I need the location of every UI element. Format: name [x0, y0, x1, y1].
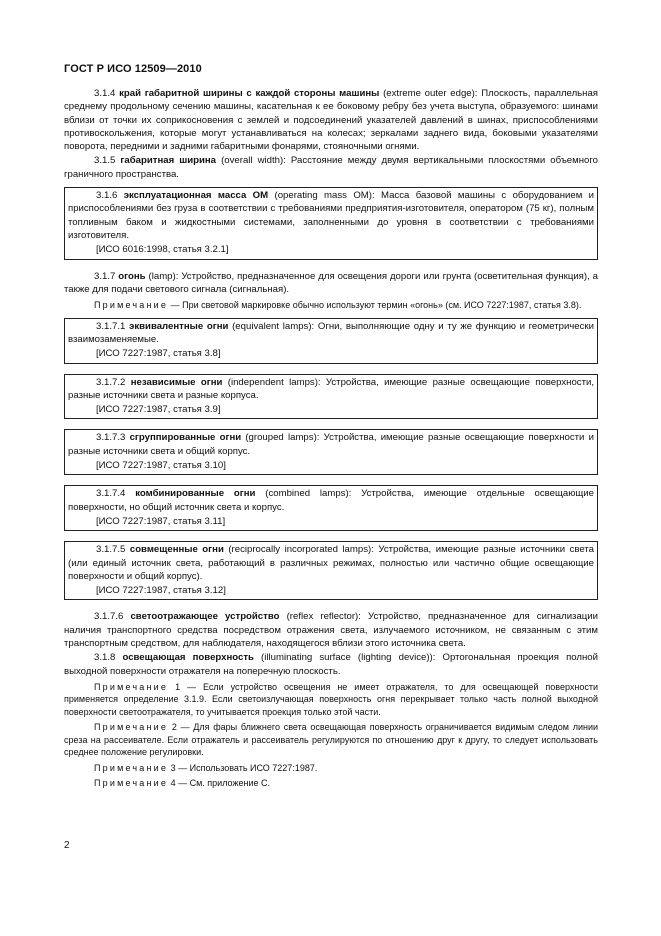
clause-3-1-7	[64, 270, 598, 297]
clause-number: 3.1.7.6	[94, 611, 124, 623]
note-text: — При световой маркировке обычно используют термин «огонь» (см. ИСО 7227:1987, статья 3.8).	[168, 300, 582, 311]
clause-term: светоотражающее устройство	[130, 611, 280, 623]
clause-number: 3.1.7	[94, 270, 116, 282]
note-text: 4 — См. приложение С.	[168, 778, 270, 789]
note-text: 3 — Использовать ИСО 7227:1987.	[168, 762, 318, 773]
clause-term: комбинированные огни	[135, 488, 256, 500]
boxed-clause-3-1-7-2	[64, 374, 598, 420]
note-2	[64, 721, 598, 759]
clause-term: сгруппированные огни	[129, 432, 242, 444]
clause-term: габаритная ширина	[120, 155, 217, 167]
clause-3-1-7-3	[68, 431, 594, 458]
clause-3-1-7-1	[68, 320, 594, 347]
clause-3-1-5	[64, 154, 598, 181]
note-label: Примечание	[94, 778, 169, 789]
clause-reference: [ИСО 7227:1987, статья 3.9]	[96, 404, 221, 416]
clause-text: (equivalent lamps): Огни, выполняющие одну и ту же функцию и геометрически взаимозаменяемые.	[68, 320, 594, 345]
note-1	[64, 681, 598, 719]
clause-text: (combined lamps): Устройства, имеющие отдельные освещающие поверхности, но общий источник света и корпус.	[68, 488, 595, 513]
clause-3-1-7-6	[64, 610, 598, 650]
document-body	[64, 87, 598, 791]
clause-number: 3.1.7.3	[96, 432, 126, 444]
clause-term: эксплуатационная масса ОМ	[123, 190, 269, 202]
clause-term: огонь	[118, 270, 146, 282]
clause-number: 3.1.8	[94, 652, 116, 664]
clause-3-1-6	[68, 189, 594, 242]
boxed-clause-3-1-7-5	[64, 541, 598, 600]
clause-reference: [ИСО 7227:1987, статья 3.11]	[96, 515, 226, 527]
note-label: Примечание	[94, 681, 169, 692]
clause-3-1-7-2	[68, 376, 594, 403]
clause-number: 3.1.7.5	[96, 544, 126, 556]
boxed-clause-3-1-7-4	[64, 485, 598, 531]
clause-reference: [ИСО 7227:1987, статья 3.12]	[96, 585, 226, 597]
clause-term: независимые огни	[130, 376, 223, 388]
page-header: ГОСТ Р ИСО 12509—2010	[64, 63, 202, 75]
clause-term: эквивалентные огни	[129, 320, 229, 332]
note-label: Примечание	[94, 762, 169, 773]
clause-text: (reflex reflector): Устройство, предназначенное для сигнализации наличия транспортного средства посредством отражения света, излучаемого источником, не связанным с этим транспортным средством, для наблюдателя, находящегося вблизи этого источника света.	[64, 611, 598, 649]
clause-text: (reciprocally incorporated lamps): Устройства, имеющие разные источники света (или единый источник света, работающий в различных режимах, полностью или частично общие освещающие поверхности и общий корпус).	[68, 544, 594, 582]
clause-term: освещающая поверхность	[122, 652, 254, 664]
clause-reference: [ИСО 6016:1998, статья 3.2.1]	[96, 244, 229, 256]
clause-text: (illuminating surface (lighting device)): Ортогональная проекция полной выходной поверхности отражателя на поперечную плоскость.	[64, 652, 598, 677]
clause-term: совмещенные огни	[129, 544, 224, 556]
clause-text: (lamp): Устройство, предназначенное для освещения дороги или грунта (осветительная функция), а также для подачи светового сигнала (сигнальная).	[64, 270, 599, 295]
clause-number: 3.1.7.2	[96, 376, 126, 388]
note-3	[64, 762, 598, 775]
clause-number: 3.1.7.4	[96, 488, 126, 500]
note-label: Примечание	[94, 300, 169, 311]
clause-3-1-7-5	[68, 543, 594, 583]
clause-term: край габаритной ширины с каждой стороны машины	[119, 88, 380, 99]
clause-number: 3.1.7.1	[96, 320, 126, 332]
clause-3-1-4	[64, 87, 598, 153]
clause-text: (operating mass OM): Масса базовой машины с оборудованием и приспособлениями без груза в соответствии с требованиями предприятия-изготовителя, оператором (75 кг), полным топливным баком и жидкостными системами, заполненными до уровня в соответствии с требованиями изготовителя.	[68, 190, 595, 241]
clause-number: 3.1.4	[94, 88, 116, 99]
clause-number: 3.1.6	[96, 190, 118, 202]
clause-text: (extreme outer edge): Плоскость, параллельная среднему продольному сечению машины, касательная к ее боковому ребру без учета выступа, образуемого: шинами вблизи от точки их соприкосновения с землей и подсоединений указателей давлений в шинах, приспособлениями противоскольжения, которые могут устанавливаться на колесах; зеркалами заднего вида, боковыми указателями поворота, передними и задними габаритными фонарями, стояночными огнями.	[64, 88, 598, 153]
clause-text: (overall width): Расстояние между двумя вертикальными плоскостями объемного граничного пространства.	[64, 155, 599, 180]
clause-reference: [ИСО 7227:1987, статья 3.8]	[96, 348, 221, 360]
boxed-clause-3-1-7-3	[64, 429, 598, 475]
clause-3-1-8	[64, 651, 598, 678]
note-4	[64, 777, 598, 790]
note-text: 2 — Для фары ближнего света освещающая поверхность ограничивается видимым следом линии среза на рассеивателе. Если отражатель и рассеиватель регулируются по отношению друг к другу, то следует использовать среднее положение регулировки.	[64, 722, 598, 758]
clause-text: (grouped lamps): Устройства, имеющие разные освещающие поверхности и разные источники света и общий корпус.	[68, 432, 594, 457]
note-text: 1 — Если устройство освещения не имеет отражателя, то для освещающей поверхности применяется определение 3.1.9. Если светоизлучающая поверхность огня перекрывает только часть полной выходной поверхности светоотражателя, то учитывается проекция только этой части.	[64, 681, 598, 717]
clause-3-1-7-4	[68, 487, 594, 514]
note-label: Примечание	[94, 722, 169, 733]
page-number: 2	[64, 840, 70, 851]
boxed-clause-3-1-7-1	[64, 318, 598, 364]
clause-number: 3.1.5	[94, 155, 116, 167]
clause-reference: [ИСО 7227:1987, статья 3.10]	[96, 460, 226, 472]
boxed-clause-3-1-6	[64, 187, 598, 259]
note-3-1-7	[64, 299, 598, 312]
clause-text: (independent lamps): Устройства, имеющие разные освещающие поверхности, разные источники света и разные корпуса.	[68, 376, 594, 401]
